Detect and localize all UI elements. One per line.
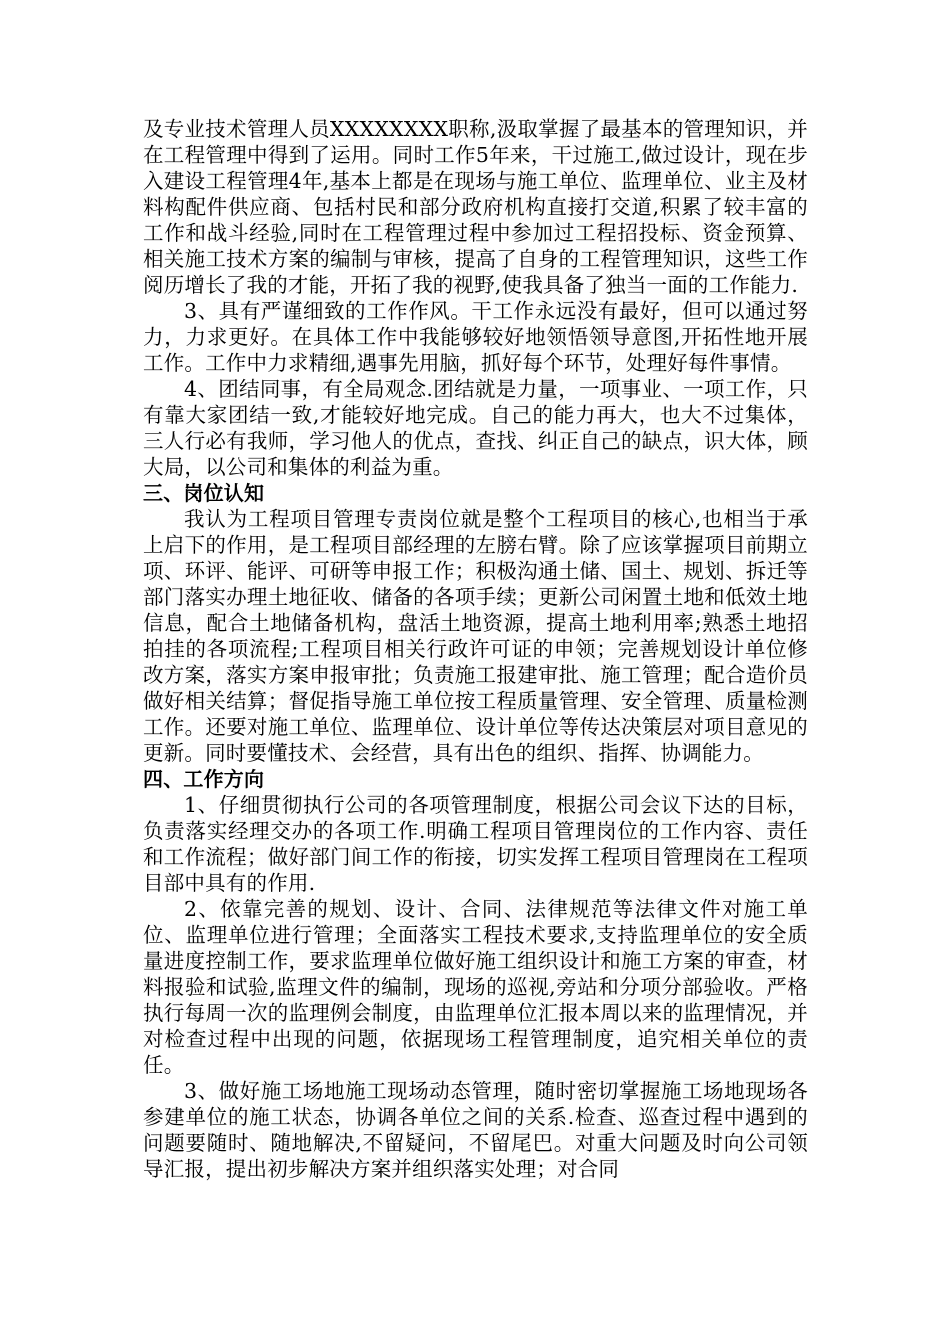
paragraph-work-direction-2: 2、依靠完善的规划、设计、合同、法律规范等法律文件对施工单位、监理单位进行管理；全面落实工程技术要求,支持监理单位的安全质量进度控制工作，要求监理单位做好施工组织设计和施工方案的审查，材料报验和试验,监理文件的编制，现场的巡视,旁站和分项分部验收。严格执行每周一次的监理例会制度，由监理单位汇报本周以来的监理情况，并对检查过程中出现的问题，依据现场工程管理制度，追究相关单位的责任。 <box>143 897 808 1077</box>
section-heading-position-awareness: 三、岗位认知 <box>143 481 265 505</box>
paragraph-work-direction-3: 3、做好施工场地施工现场动态管理，随时密切掌握施工场地现场各参建单位的施工状态，协调各单位之间的关系.检查、巡查过程中遇到的问题要随时、随地解决,不留疑问，不留尾巴。对重大问题及时向公司领导汇报，提出初步解决方案并组织落实处理；对合同 <box>143 1079 808 1181</box>
paragraph-teamwork: 4、团结同事，有全局观念.团结就是力量，一项事业、一项工作，只有靠大家团结一致,才能较好地完成。自己的能力再大，也大不过集体，三人行必有我师，学习他人的优点，查找、纠正自己的缺点，识大体，顾大局，以公司和集体的利益为重。 <box>143 377 808 479</box>
paragraph-management-experience: 及专业技术管理人员XXXXXXXX职称,汲取掌握了最基本的管理知识，并在工程管理中得到了运用。同时工作5年来，干过施工,做过设计，现在步入建设工程管理4年,基本上都是在现场与施工单位、监理单位、业主及材料构配件供应商、包括村民和部分政府机构直接打交道,积累了较丰富的工作和战斗经验,同时在工程管理过程中参加过工程招投标、资金预算、相关施工技术方案的编制与审核，提高了自身的工程管理知识，这些工作阅历增长了我的才能，开拓了我的视野,使我具备了独当一面的工作能力. <box>143 117 808 297</box>
paragraph-position-awareness: 我认为工程项目管理专责岗位就是整个工程项目的核心,也相当于承上启下的作用，是工程项目部经理的左膀右臂。除了应该掌握项目前期立项、环评、能评、可研等申报工作；积极沟通土储、国土、规划、拆迁等部门落实办理土地征收、储备的各项手续；更新公司闲置土地和低效土地信息，配合土地储备机构，盘活土地资源，提高土地利用率;熟悉土地招拍挂的各项流程;工程项目相关行政许可证的申领；完善规划设计单位修改方案，落实方案申报审批；负责施工报建审批、施工管理；配合造价员做好相关结算；督促指导施工单位按工程质量管理、安全管理、质量检测工作。还要对施工单位、监理单位、设计单位等传达决策层对项目意见的更新。同时要懂技术、会经营，具有出色的组织、指挥、协调能力。 <box>143 507 808 765</box>
paragraph-work-style: 3、具有严谨细致的工作作风。干工作永远没有最好，但可以通过努力，力求更好。在具体工作中我能够较好地领悟领导意图,开拓性地开展工作。工作中力求精细,遇事先用脑，抓好每个环节，处理好每件事情。 <box>143 299 808 375</box>
section-heading-work-direction: 四、工作方向 <box>143 767 265 791</box>
paragraph-work-direction-1: 1、仔细贯彻执行公司的各项管理制度，根据公司会议下达的目标，负责落实经理交办的各项工作.明确工程项目管理岗位的工作内容、责任和工作流程；做好部门间工作的衔接，切实发挥工程项目管理岗在工程项目部中具有的作用. <box>143 793 808 895</box>
document-page <box>143 116 808 1182</box>
